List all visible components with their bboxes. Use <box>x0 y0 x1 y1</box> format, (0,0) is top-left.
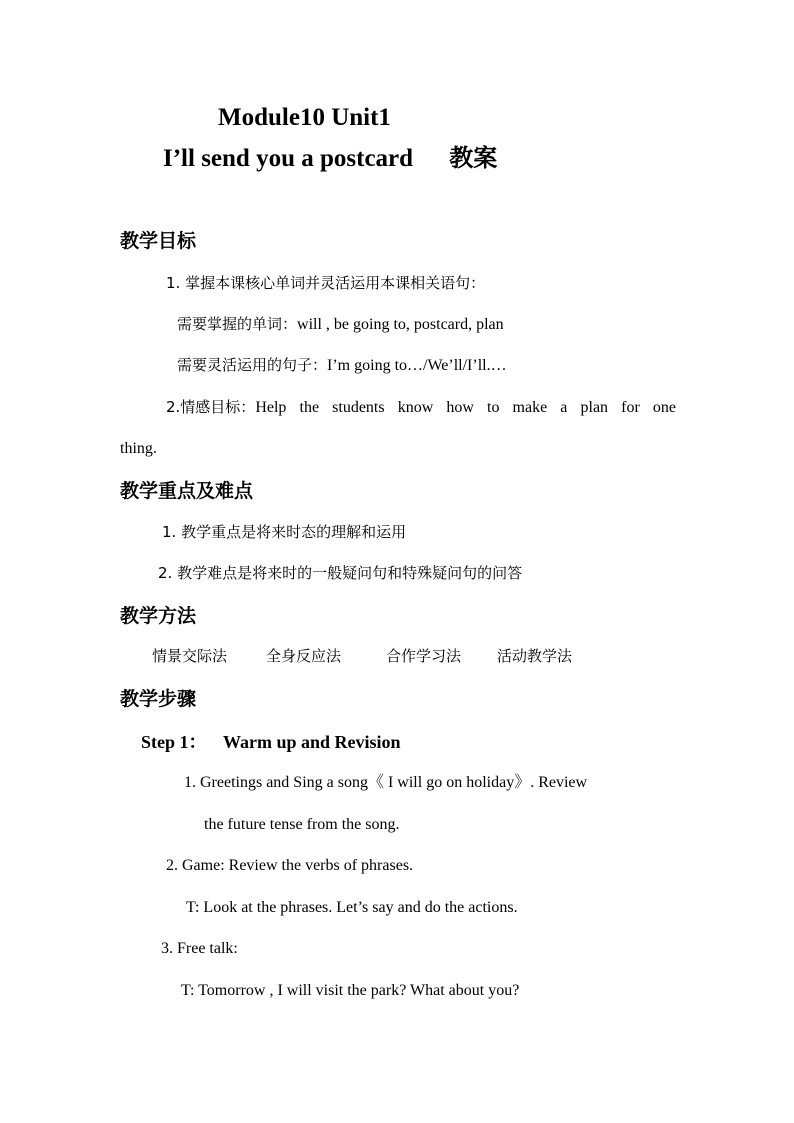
step-1-item-3: 3. Free talk: <box>161 940 238 957</box>
objectives-heading: 教学目标 <box>120 230 197 252</box>
sentences-label: 需要灵活运用的句子： <box>177 356 328 374</box>
objective-item-1: 1. 掌握本课核心单词并灵活运用本课相关语句： <box>166 274 486 292</box>
objective-sentences-line <box>177 358 507 374</box>
words-list: will , be going to, postcard, plan <box>297 316 504 333</box>
emotion-text: Help the students know how to make a plan for one <box>255 399 676 416</box>
steps-heading: 教学步骤 <box>120 688 197 710</box>
step-1-heading <box>141 733 401 751</box>
emotion-label: 2.情感目标： <box>166 398 256 416</box>
key-point-item-1: 1. 教学重点是将来时态的理解和运用 <box>162 523 407 541</box>
sentences-list: I’m going to…/We’ll/I’ll.… <box>327 357 507 374</box>
step-1-title: Warm up and Revision <box>223 732 401 752</box>
step-1-label: Step 1： <box>141 732 207 752</box>
title-line-2 <box>163 146 497 171</box>
key-point-item-2: 2. 教学难点是将来时的一般疑问句和特殊疑问句的问答 <box>158 564 523 582</box>
step-1-item-2: 2. Game: Review the verbs of phrases. <box>166 857 414 874</box>
step-1-item-3-teacher: T: Tomorrow , I will visit the park? What about you? <box>181 982 520 999</box>
title-line-1: Module10 Unit1 <box>218 104 391 131</box>
key-points-heading: 教学重点及难点 <box>120 480 254 502</box>
title-english: I’ll send you a postcard <box>163 145 414 172</box>
step-1-item-1-continued: the future tense from the song. <box>204 816 400 833</box>
title-chinese: 教案 <box>449 144 498 172</box>
method-2: 全身反应法 <box>266 647 342 665</box>
objective-item-2-continued: thing. <box>120 440 157 457</box>
method-3: 合作学习法 <box>386 647 462 665</box>
methods-heading: 教学方法 <box>120 605 197 627</box>
objective-item-2 <box>166 400 676 416</box>
objective-words-line <box>177 317 504 333</box>
method-4: 活动教学法 <box>497 647 573 665</box>
method-1: 情景交际法 <box>152 647 228 665</box>
words-label: 需要掌握的单词： <box>177 315 298 333</box>
step-1-item-1: 1. Greetings and Sing a song《 I will go on holiday》. Review <box>184 774 588 791</box>
step-1-item-2-teacher: T: Look at the phrases. Let’s say and do the actions. <box>186 899 518 916</box>
